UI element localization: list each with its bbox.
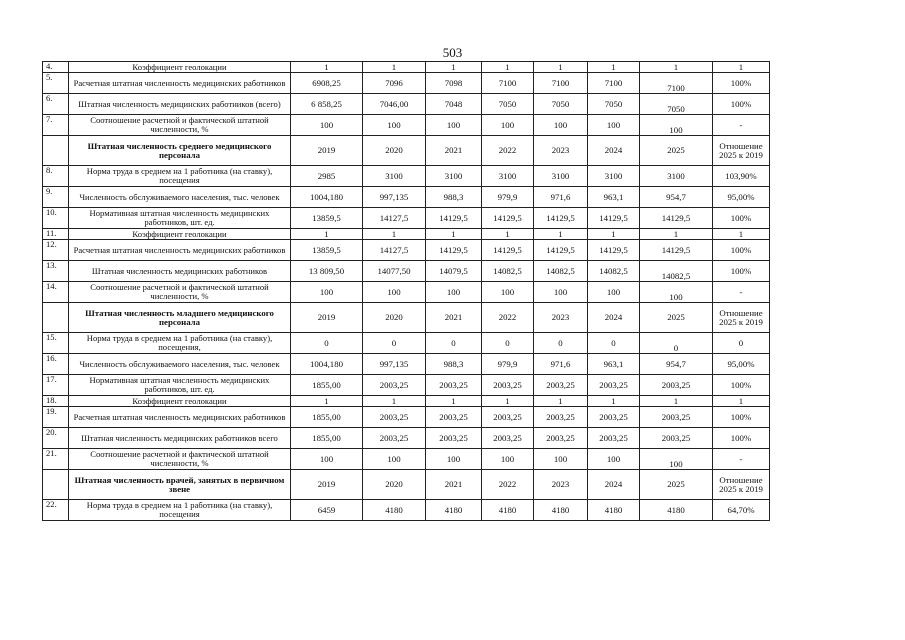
value-cell: 2003,25 [363, 407, 426, 428]
year-header-cell: 2023 [534, 470, 588, 500]
value-cell: 1 [291, 229, 363, 240]
year-header-cell: 2025 [640, 470, 713, 500]
value-cell: 2003,25 [482, 375, 534, 396]
value-cell: 1 [482, 62, 534, 73]
value-cell: 14082,5 [534, 261, 588, 282]
row-number: 5. [43, 73, 69, 94]
value-cell: 6 858,25 [291, 94, 363, 115]
value-cell: 100 [426, 115, 482, 136]
value-cell: 7048 [426, 94, 482, 115]
year-header-cell: 2024 [588, 303, 640, 333]
row-number: 18. [43, 396, 69, 407]
table-row [43, 73, 770, 94]
indicator-name: Нормативная штатная численность медицинских работников, шт. ед. [69, 375, 291, 396]
value-cell: 3100 [588, 166, 640, 187]
value-cell: 14129,5 [588, 208, 640, 229]
year-header-cell: 2025 [640, 303, 713, 333]
table-body [43, 62, 770, 521]
value-cell: 100 [640, 282, 713, 303]
value-cell: 100% [713, 428, 770, 449]
value-cell: 14129,5 [482, 208, 534, 229]
value-cell: 7096 [363, 73, 426, 94]
value-cell: 2003,25 [426, 375, 482, 396]
table-section-header [43, 303, 770, 333]
value-cell: 7100 [482, 73, 534, 94]
table-row [43, 407, 770, 428]
value-cell: 14127,5 [363, 208, 426, 229]
table-section-header [43, 470, 770, 500]
value-cell: 100% [713, 261, 770, 282]
year-header-cell: 2020 [363, 303, 426, 333]
value-cell: 100 [363, 282, 426, 303]
value-cell: 100% [713, 375, 770, 396]
value-cell: 95,00% [713, 187, 770, 208]
value-cell: 7100 [534, 73, 588, 94]
table-row [43, 240, 770, 261]
indicator-name: Коэффициент геолокации [69, 396, 291, 407]
indicator-name: Норма труда в среднем на 1 работника (на ставку), посещения [69, 500, 291, 521]
value-cell: 14082,5 [640, 261, 713, 282]
value-cell: 103,90% [713, 166, 770, 187]
year-header-cell: 2022 [482, 470, 534, 500]
table-row [43, 500, 770, 521]
table-row [43, 166, 770, 187]
year-header-cell: 2023 [534, 303, 588, 333]
value-cell: 954,7 [640, 354, 713, 375]
value-cell: 100 [426, 282, 482, 303]
row-number: 16. [43, 354, 69, 375]
row-number: 11. [43, 229, 69, 240]
value-cell: 988,3 [426, 354, 482, 375]
value-cell: 963,1 [588, 187, 640, 208]
value-cell: 100 [640, 449, 713, 470]
value-cell: - [713, 115, 770, 136]
value-cell: 2003,25 [426, 407, 482, 428]
value-cell: 14082,5 [588, 261, 640, 282]
year-header-cell: 2021 [426, 303, 482, 333]
indicator-name: Нормативная штатная численность медицинских работников, шт. ед. [69, 208, 291, 229]
section-title: Штатная численность среднего медицинского персонала [69, 136, 291, 166]
value-cell: 6908,25 [291, 73, 363, 94]
value-cell: 100 [588, 115, 640, 136]
value-cell: 7046,00 [363, 94, 426, 115]
value-cell: 2003,25 [640, 375, 713, 396]
year-header-cell: 2021 [426, 136, 482, 166]
value-cell: 2003,25 [588, 428, 640, 449]
value-cell: 2003,25 [588, 375, 640, 396]
value-cell: 979,9 [482, 354, 534, 375]
indicator-name: Штатная численность медицинских работников всего [69, 428, 291, 449]
value-cell: 2003,25 [363, 375, 426, 396]
table-row [43, 115, 770, 136]
value-cell: 100 [363, 115, 426, 136]
value-cell: - [713, 282, 770, 303]
value-cell: 100% [713, 208, 770, 229]
value-cell: 2003,25 [482, 428, 534, 449]
value-cell: 7100 [640, 73, 713, 94]
value-cell: 1 [588, 62, 640, 73]
value-cell: 1855,00 [291, 407, 363, 428]
value-cell: 14129,5 [640, 208, 713, 229]
row-number: 12. [43, 240, 69, 261]
value-cell: 971,6 [534, 354, 588, 375]
value-cell: 2985 [291, 166, 363, 187]
value-cell: 3100 [482, 166, 534, 187]
indicator-name: Коэффициент геолокации [69, 229, 291, 240]
year-header-cell: 2025 [640, 136, 713, 166]
value-cell: 14129,5 [426, 208, 482, 229]
table-section-header [43, 136, 770, 166]
value-cell: 1 [534, 229, 588, 240]
value-cell: 979,9 [482, 187, 534, 208]
value-cell: 13859,5 [291, 208, 363, 229]
value-cell: 0 [291, 333, 363, 354]
value-cell: 100 [640, 115, 713, 136]
value-cell: 100% [713, 407, 770, 428]
year-header-cell: 2019 [291, 470, 363, 500]
row-number: 19. [43, 407, 69, 428]
table-row [43, 449, 770, 470]
value-cell: 100 [534, 449, 588, 470]
value-cell: 0 [534, 333, 588, 354]
value-cell: 14129,5 [534, 208, 588, 229]
value-cell: 1 [426, 396, 482, 407]
indicator-name: Численность обслуживаемого населения, тыс. человек [69, 354, 291, 375]
value-cell: 100% [713, 94, 770, 115]
row-number: 22. [43, 500, 69, 521]
section-title: Штатная численность младшего медицинского персонала [69, 303, 291, 333]
value-cell: 4180 [363, 500, 426, 521]
indicator-name: Расчетная штатная численность медицинских работников [69, 240, 291, 261]
value-cell: 2003,25 [363, 428, 426, 449]
table-row [43, 282, 770, 303]
value-cell: 100 [482, 115, 534, 136]
value-cell: 1 [534, 396, 588, 407]
staffing-table [42, 61, 770, 521]
value-cell: 4180 [482, 500, 534, 521]
value-cell: 14127,5 [363, 240, 426, 261]
table-row [43, 187, 770, 208]
value-cell: 100 [482, 282, 534, 303]
table-row [43, 208, 770, 229]
value-cell: 100 [426, 449, 482, 470]
table-row [43, 62, 770, 73]
value-cell: 14077,50 [363, 261, 426, 282]
value-cell: 1 [640, 62, 713, 73]
value-cell: 100 [588, 449, 640, 470]
value-cell: 14129,5 [426, 240, 482, 261]
value-cell: 1004,180 [291, 354, 363, 375]
value-cell: 1 [291, 62, 363, 73]
row-number: 17. [43, 375, 69, 396]
value-cell: 1 [426, 229, 482, 240]
value-cell: 4180 [534, 500, 588, 521]
table-row [43, 354, 770, 375]
value-cell: 1 [363, 229, 426, 240]
value-cell: 1004,180 [291, 187, 363, 208]
value-cell: 100 [482, 449, 534, 470]
row-number: 9. [43, 187, 69, 208]
row-number: 10. [43, 208, 69, 229]
row-number: 8. [43, 166, 69, 187]
value-cell: 100 [534, 115, 588, 136]
value-cell: 1 [640, 229, 713, 240]
value-cell: 100 [363, 449, 426, 470]
value-cell: 0 [426, 333, 482, 354]
year-header-cell: 2022 [482, 136, 534, 166]
row-number: 20. [43, 428, 69, 449]
value-cell: 988,3 [426, 187, 482, 208]
row-number [43, 470, 69, 500]
row-number [43, 303, 69, 333]
section-title: Штатная численность врачей, занятых в первичном звене [69, 470, 291, 500]
value-cell: 0 [588, 333, 640, 354]
value-cell: 1 [363, 62, 426, 73]
row-number: 6. [43, 94, 69, 115]
indicator-name: Соотношение расчетной и фактической штатной численности, % [69, 282, 291, 303]
value-cell: 7100 [588, 73, 640, 94]
value-cell: 14079,5 [426, 261, 482, 282]
value-cell: 7050 [640, 94, 713, 115]
page-number: 503 [442, 45, 463, 60]
indicator-name: Соотношение расчетной и фактической штатной численности, % [69, 449, 291, 470]
value-cell: 1 [713, 396, 770, 407]
table-row [43, 333, 770, 354]
value-cell: 2003,25 [588, 407, 640, 428]
year-header-cell: 2022 [482, 303, 534, 333]
value-cell: 1 [482, 396, 534, 407]
value-cell: 1 [588, 396, 640, 407]
value-cell: 4180 [640, 500, 713, 521]
value-cell: 2003,25 [426, 428, 482, 449]
value-cell: 1 [713, 62, 770, 73]
value-cell: 4180 [426, 500, 482, 521]
value-cell: 6459 [291, 500, 363, 521]
value-cell: 3100 [534, 166, 588, 187]
value-cell: 997,135 [363, 354, 426, 375]
value-cell: 100% [713, 240, 770, 261]
value-cell: 0 [640, 333, 713, 354]
value-cell: 1 [713, 229, 770, 240]
value-cell: 1 [640, 396, 713, 407]
value-cell: 963,1 [588, 354, 640, 375]
value-cell: 13859,5 [291, 240, 363, 261]
value-cell: 100% [713, 73, 770, 94]
year-header-cell: 2023 [534, 136, 588, 166]
value-cell: 3100 [640, 166, 713, 187]
value-cell: 1 [534, 62, 588, 73]
value-cell: 14129,5 [482, 240, 534, 261]
indicator-name: Норма труда в среднем на 1 работника (на ставку), посещения [69, 166, 291, 187]
row-number [43, 136, 69, 166]
table-row [43, 261, 770, 282]
value-cell: 2003,25 [534, 375, 588, 396]
row-number: 21. [43, 449, 69, 470]
value-cell: 4180 [588, 500, 640, 521]
value-cell: 1855,00 [291, 428, 363, 449]
value-cell: 2003,25 [482, 407, 534, 428]
value-cell: 2003,25 [534, 407, 588, 428]
value-cell: 1 [363, 396, 426, 407]
table-row [43, 375, 770, 396]
row-number: 15. [43, 333, 69, 354]
value-cell: 13 809,50 [291, 261, 363, 282]
value-cell: 7098 [426, 73, 482, 94]
value-cell: 0 [713, 333, 770, 354]
year-header-cell: 2024 [588, 470, 640, 500]
value-cell: 0 [482, 333, 534, 354]
value-cell: 14129,5 [534, 240, 588, 261]
row-number: 14. [43, 282, 69, 303]
year-header-cell: Отношение 2025 к 2019 [713, 470, 770, 500]
indicator-name: Коэффициент геолокации [69, 62, 291, 73]
value-cell: 100 [291, 282, 363, 303]
value-cell: 100 [534, 282, 588, 303]
indicator-name: Расчетная штатная численность медицинских работников [69, 407, 291, 428]
value-cell: - [713, 449, 770, 470]
indicator-name: Численность обслуживаемого населения, тыс. человек [69, 187, 291, 208]
value-cell: 100 [291, 115, 363, 136]
year-header-cell: 2019 [291, 136, 363, 166]
value-cell: 95,00% [713, 354, 770, 375]
value-cell: 14082,5 [482, 261, 534, 282]
table-row [43, 396, 770, 407]
indicator-name: Штатная численность медицинских работников [69, 261, 291, 282]
value-cell: 100 [588, 282, 640, 303]
value-cell: 7050 [534, 94, 588, 115]
table-row [43, 428, 770, 449]
year-header-cell: Отношение 2025 к 2019 [713, 303, 770, 333]
indicator-name: Расчетная штатная численность медицинских работников [69, 73, 291, 94]
value-cell: 1 [482, 229, 534, 240]
table-row [43, 229, 770, 240]
value-cell: 64,70% [713, 500, 770, 521]
value-cell: 7050 [482, 94, 534, 115]
value-cell: 3100 [363, 166, 426, 187]
year-header-cell: 2021 [426, 470, 482, 500]
value-cell: 3100 [426, 166, 482, 187]
table-row [43, 94, 770, 115]
year-header-cell: 2020 [363, 470, 426, 500]
value-cell: 1855,00 [291, 375, 363, 396]
row-number: 13. [43, 261, 69, 282]
value-cell: 954,7 [640, 187, 713, 208]
value-cell: 2003,25 [534, 428, 588, 449]
value-cell: 971,6 [534, 187, 588, 208]
value-cell: 1 [426, 62, 482, 73]
value-cell: 2003,25 [640, 428, 713, 449]
value-cell: 2003,25 [640, 407, 713, 428]
row-number: 7. [43, 115, 69, 136]
value-cell: 7050 [588, 94, 640, 115]
year-header-cell: 2019 [291, 303, 363, 333]
value-cell: 997,135 [363, 187, 426, 208]
value-cell: 14129,5 [588, 240, 640, 261]
indicator-name: Штатная численность медицинских работников (всего) [69, 94, 291, 115]
year-header-cell: 2020 [363, 136, 426, 166]
indicator-name: Норма труда в среднем на 1 работника (на ставку), посещения, [69, 333, 291, 354]
value-cell: 100 [291, 449, 363, 470]
row-number: 4. [43, 62, 69, 73]
year-header-cell: Отношение 2025 к 2019 [713, 136, 770, 166]
indicator-name: Соотношение расчетной и фактической штатной численности, % [69, 115, 291, 136]
value-cell: 0 [363, 333, 426, 354]
value-cell: 1 [588, 229, 640, 240]
value-cell: 14129,5 [640, 240, 713, 261]
value-cell: 1 [291, 396, 363, 407]
year-header-cell: 2024 [588, 136, 640, 166]
